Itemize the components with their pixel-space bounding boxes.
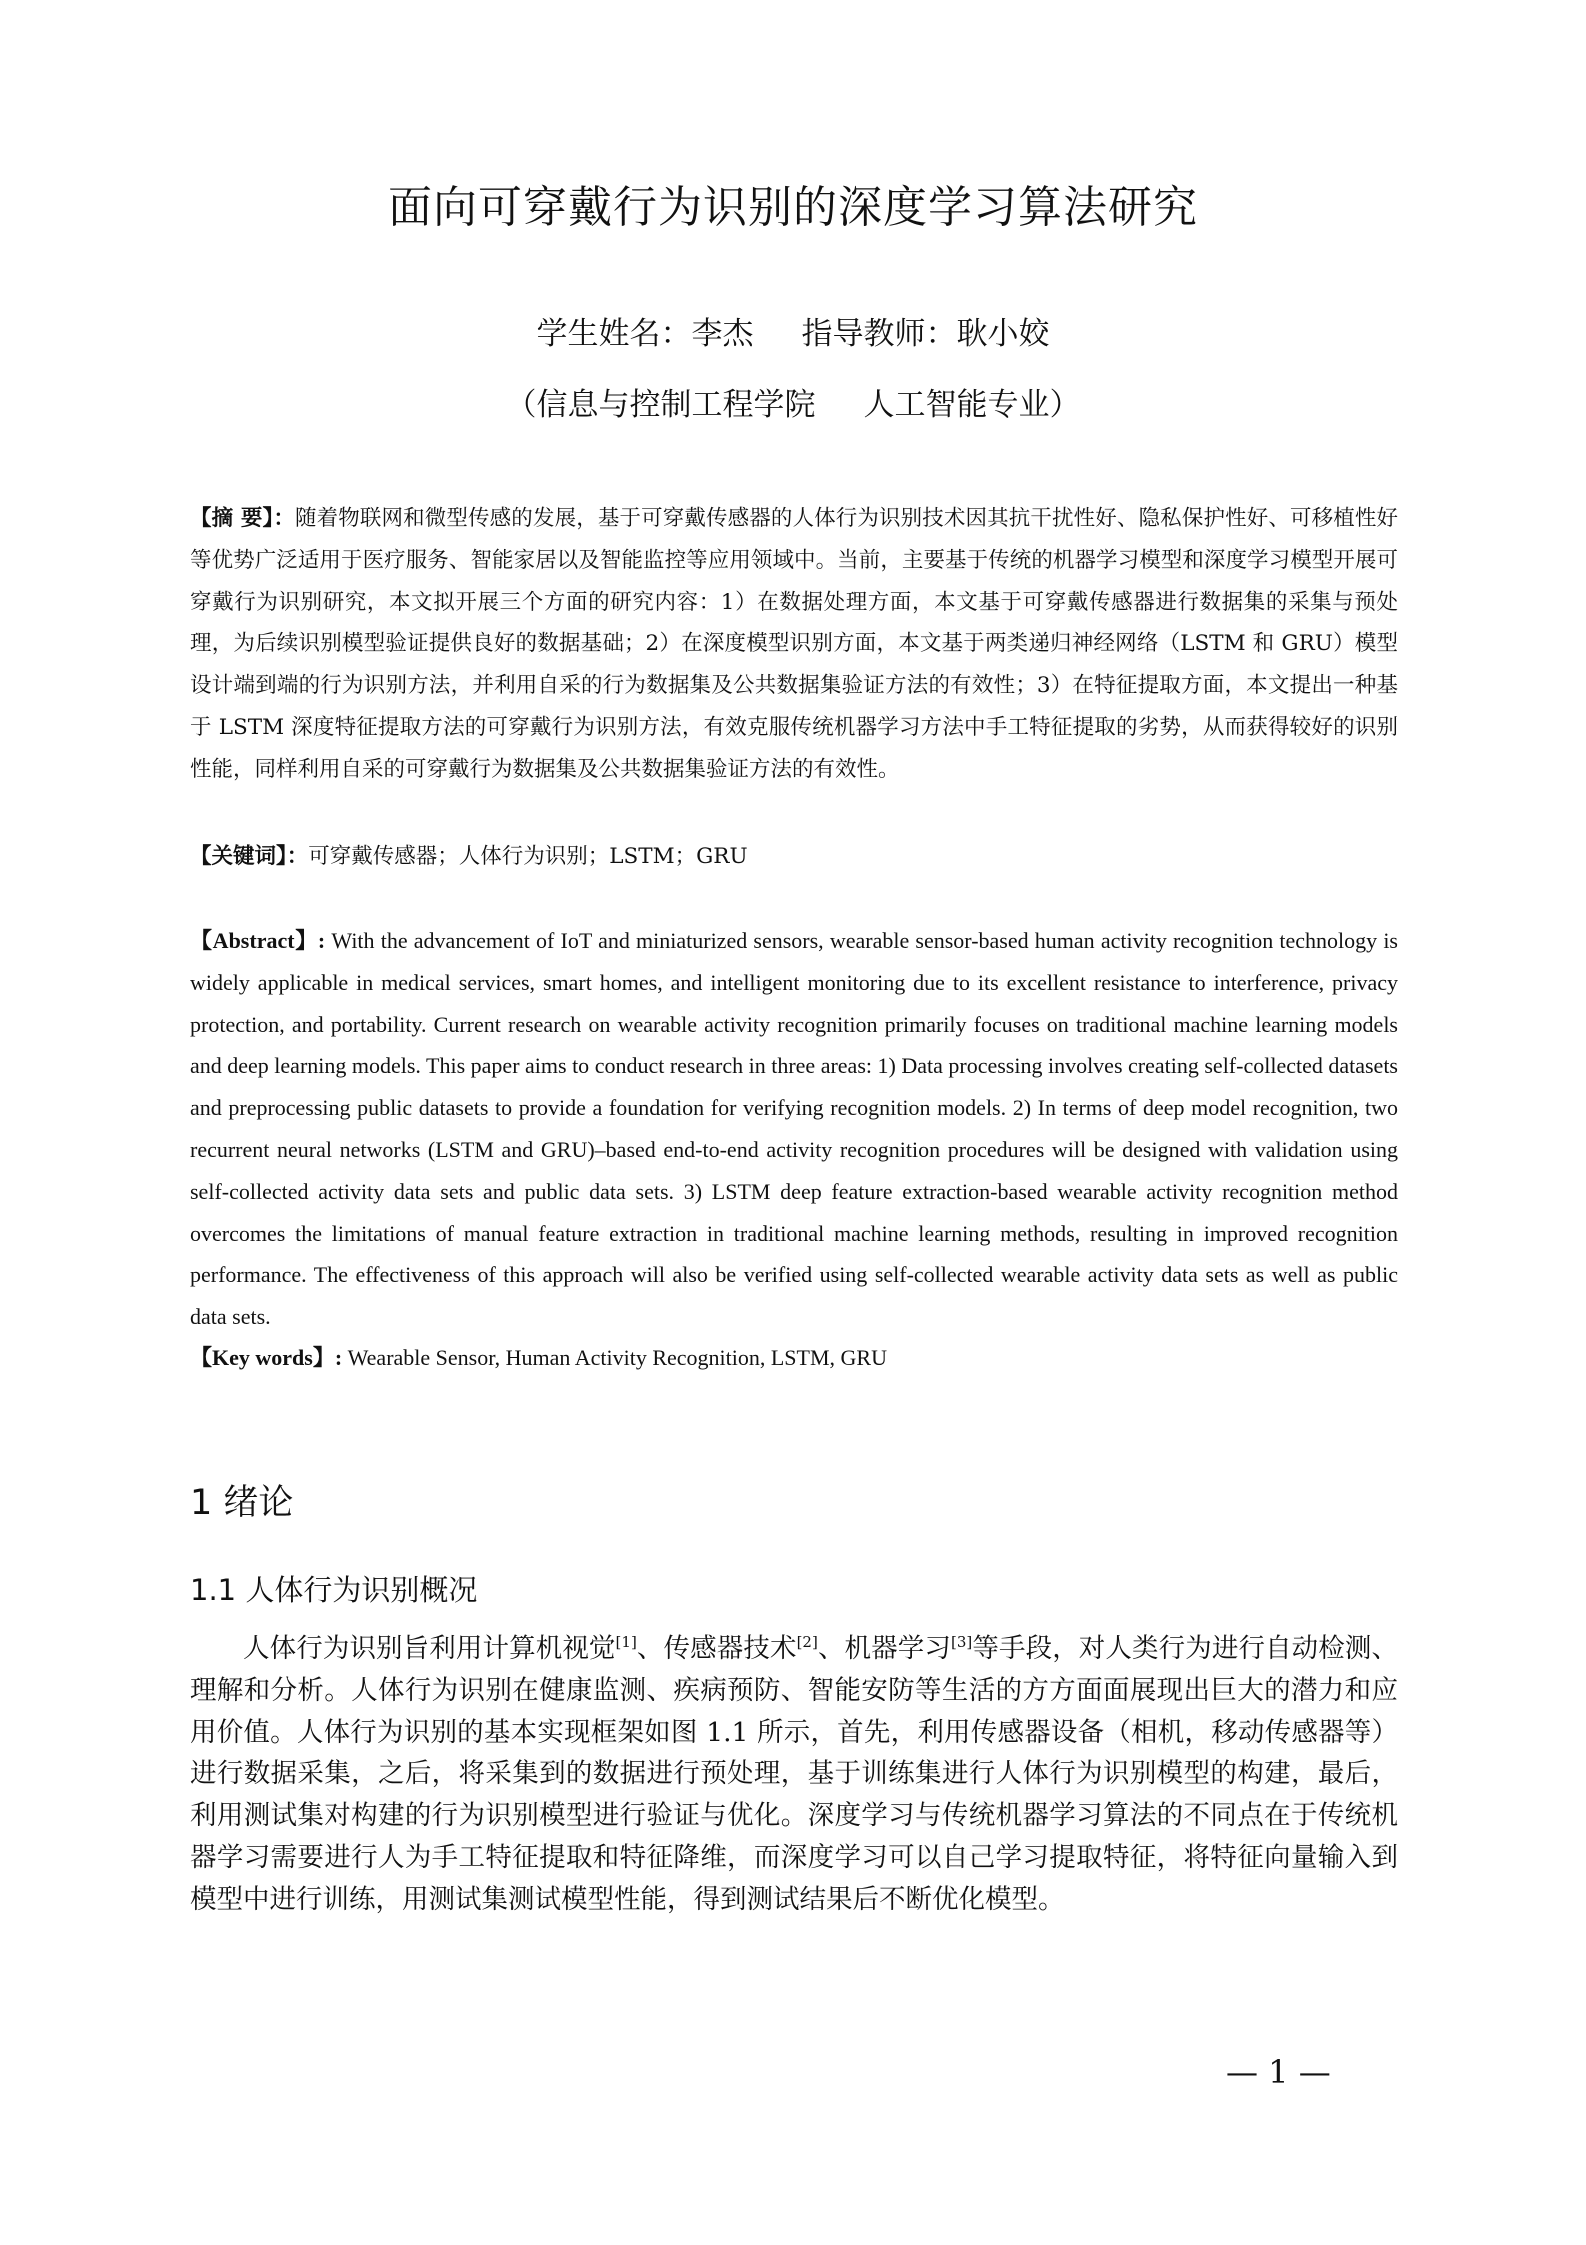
citation-ref[interactable]: [3]: [951, 1633, 973, 1652]
affiliation-major: 人工智能专业）: [863, 387, 1081, 423]
citation-ref[interactable]: [2]: [796, 1633, 818, 1652]
body-text-part: 等手段，对人类行为进行自动检测、理解和分析。人体行为识别在健康监测、疾病预防、智能安防等生活的方方面面展现出巨大的潜力和应用价值。人体行为识别的基本实现框架如图 1.1 所示，首先，利用传感器设备（相机，移动传感器等）进行数据采集，之后，将采集到的数据进行预处理，基于训练集进行人体行为识别模型的构建，最后，利用测试集对构建的行为识别模型进行验证与优化。深度学习与传统机器学习算法的不同点在于传统机器学习需要进行人为手工特征提取和特征降维，而深度学习可以自己学习提取特征，将特征向量输入到模型中进行训练，用测试集测试模型性能，得到测试结果后不断优化模型。: [190, 1633, 1399, 1915]
section-heading: 1 绪论: [190, 1483, 294, 1523]
english-keywords-text: Wearable Sensor, Human Activity Recognition, LSTM, GRU: [342, 1345, 887, 1370]
chinese-keywords-label: 【关键词】：: [190, 844, 309, 869]
body-paragraph: [190, 1628, 1398, 1921]
english-keywords-label: 【Key words】:: [190, 1345, 343, 1370]
student-name: 学生姓名：李杰: [536, 316, 754, 352]
english-abstract-label: 【Abstract】:: [190, 928, 326, 953]
body-text-part: 、传感器技术: [636, 1633, 797, 1664]
chinese-abstract-label: 【摘 要】：: [190, 506, 296, 531]
chinese-abstract-text: 随着物联网和微型传感的发展，基于可穿戴传感器的人体行为识别技术因其抗干扰性好、隐私保护性好、可移植性好等优势广泛适用于医疗服务、智能家居以及智能监控等应用领域中。当前，主要基于传统的机器学习模型和深度学习模型开展可穿戴行为识别研究，本文拟开展三个方面的研究内容：1）在数据处理方面，本文基于可穿戴传感器进行数据集的采集与预处理，为后续识别模型验证提供良好的数据基础；2）在深度模型识别方面，本文基于两类递归神经网络（LSTM 和 GRU）模型设计端到端的行为识别方法，并利用自采的行为数据集及公共数据集验证方法的有效性；3）在特征提取方面，本文提出一种基于 LSTM 深度特征提取方法的可穿戴行为识别方法，有效克服传统机器学习方法中手工特征提取的劣势，从而获得较好的识别性能，同样利用自采的可穿戴行为数据集及公共数据集验证方法的有效性。: [190, 506, 1398, 782]
chinese-keywords-text: 可穿戴传感器；人体行为识别；LSTM；GRU: [308, 844, 748, 869]
advisor-name: 指导教师：耿小姣: [801, 316, 1050, 352]
affiliation-line: [0, 383, 1586, 427]
affiliation-school: （信息与控制工程学院: [505, 387, 816, 423]
chinese-abstract: [190, 498, 1398, 791]
author-line: [0, 312, 1586, 356]
english-abstract-text: With the advancement of IoT and miniaturized sensors, wearable sensor-based human activity recognition technology is widely applicable in medical services, smart homes, and intelligent monitoring due to its excellent resistance to interference, privacy protection, and portability. Current research on wearable activity recognition primarily focuses on traditional machine learning models and deep learning models. This paper aims to conduct research in three areas: 1) Data processing involves creating self-collected datasets and preprocessing public datasets to provide a foundation for verifying recognition models. 2) In terms of deep model recognition, two recurrent neural networks (LSTM and GRU)–based end-to-end activity recognition procedures will be designed with validation using self-collected activity data sets and public data sets. 3) LSTM deep feature extraction-based wearable activity recognition method overcomes the limitations of manual feature extraction in traditional machine learning methods, resulting in improved recognition performance. The effectiveness of this approach will also be verified using self-collected wearable activity data sets as well as public data sets.: [190, 928, 1398, 1330]
body-text-part: 、机器学习: [817, 1633, 951, 1664]
page-number: — 1 —: [1226, 2053, 1331, 2091]
english-keywords: [190, 1337, 1398, 1379]
english-abstract: [190, 920, 1398, 1338]
subsection-heading: 1.1 人体行为识别概况: [190, 1573, 478, 1607]
paper-title: 面向可穿戴行为识别的深度学习算法研究: [388, 182, 1198, 233]
citation-ref[interactable]: [1]: [615, 1633, 637, 1652]
body-text-part: 人体行为识别旨利用计算机视觉: [243, 1633, 616, 1664]
chinese-keywords: [190, 836, 1398, 878]
